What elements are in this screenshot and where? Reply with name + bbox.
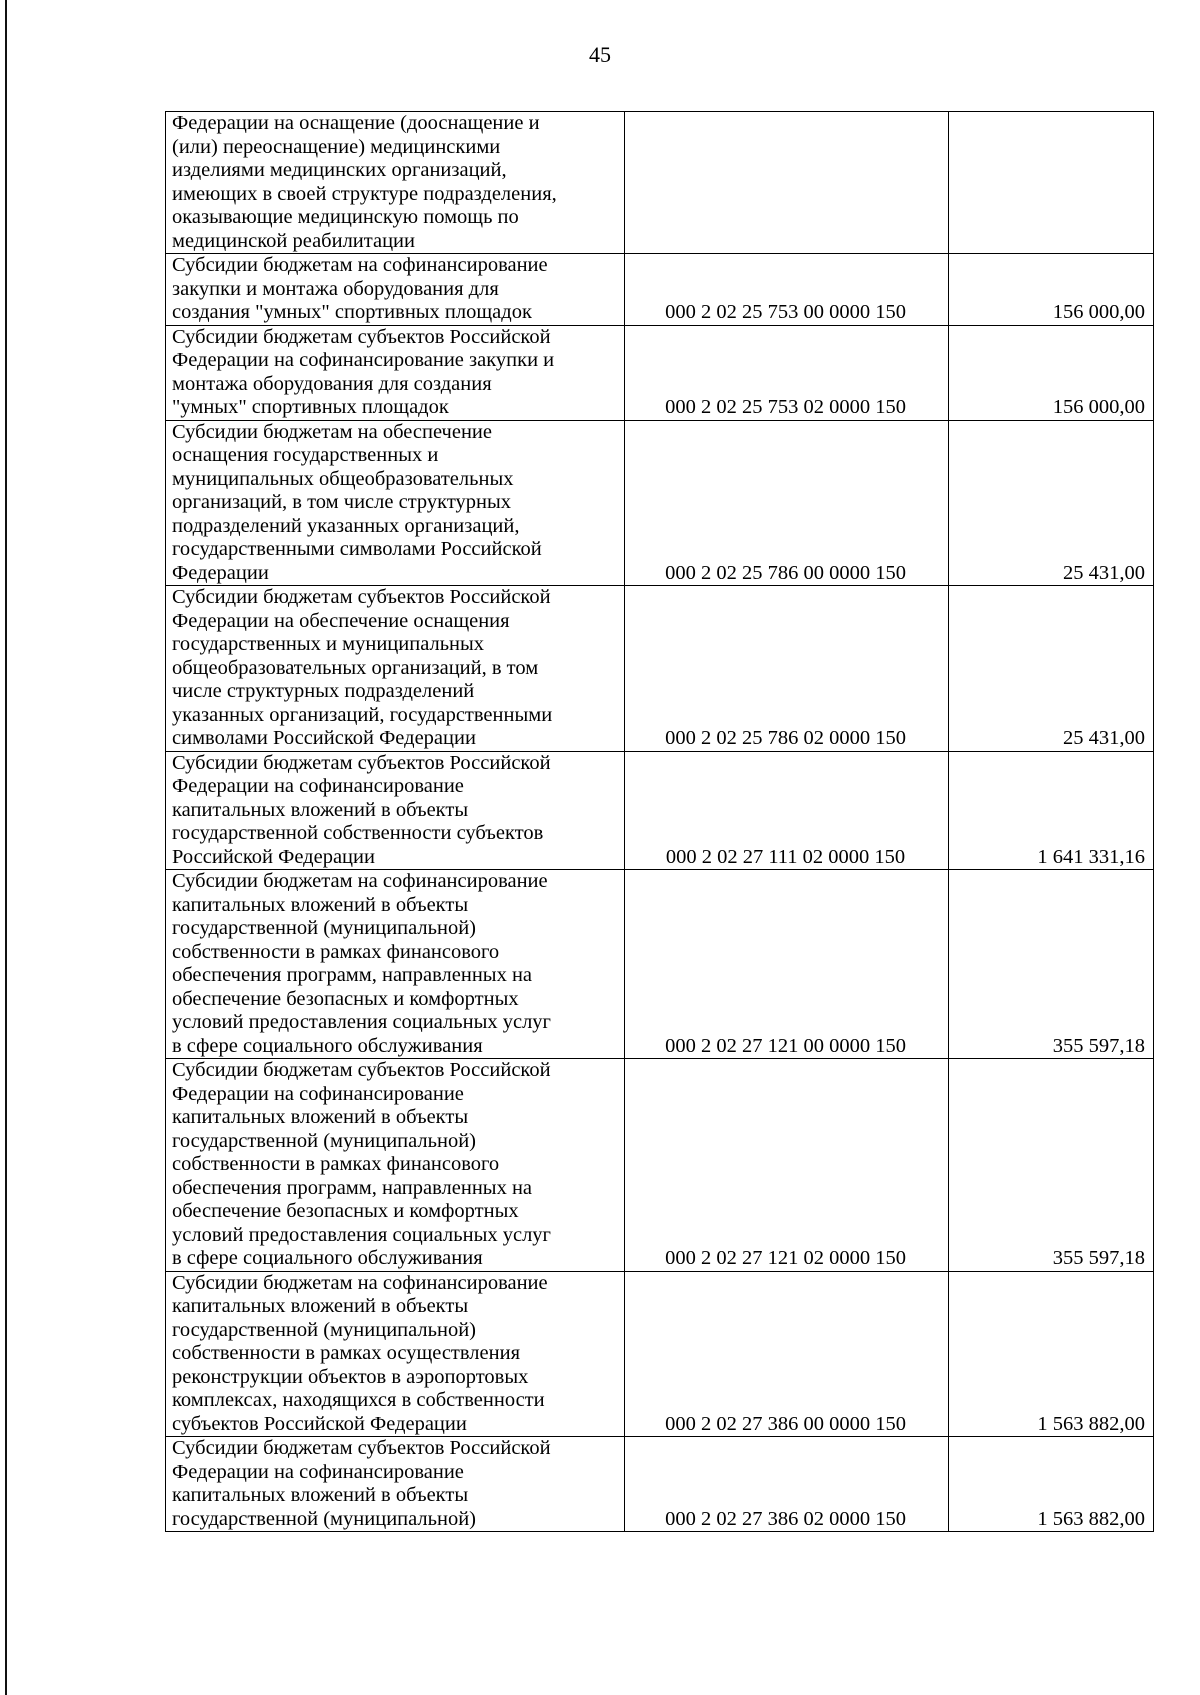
revenue-name-line: государственной собственности субъектов: [172, 822, 544, 844]
revenue-name-line: организаций, в том числе структурных: [172, 491, 512, 513]
revenue-name-line: (или) переоснащение) медицинскими: [172, 135, 501, 158]
budget-code-cell: 000 2 02 25 786 00 0000 150: [625, 420, 949, 586]
revenue-name-line: собственности в рамках осуществления: [172, 1342, 520, 1364]
amount-cell: 1 641 331,16: [949, 751, 1154, 870]
revenue-name-line: государственной (муниципальной): [172, 917, 477, 939]
revenue-name-line: оснащения государственных и: [172, 444, 439, 466]
revenue-name-cell: [166, 420, 625, 586]
revenue-name-line: монтажа оборудования для создания: [172, 372, 492, 395]
revenue-name-line: подразделений указанных организаций,: [172, 514, 520, 537]
revenue-name-line: комплексах, находящихся в собственности: [172, 1389, 545, 1411]
revenue-name-line: Федерации на софинансирование: [172, 1460, 464, 1483]
amount-cell: 1 563 882,00: [949, 1271, 1154, 1437]
budget-code-cell: 000 2 02 25 786 02 0000 150: [625, 586, 949, 752]
revenue-name-line: государственными символами Российской: [172, 538, 542, 560]
revenue-table-body: [166, 112, 1154, 1532]
revenue-name-line: числе структурных подразделений: [172, 680, 475, 702]
revenue-name-line: Российской Федерации: [172, 845, 375, 868]
revenue-name-line: обеспечение безопасных и комфортных: [172, 1200, 519, 1222]
table-row: [166, 586, 1154, 752]
revenue-name-line: капитальных вложений в объекты: [172, 1106, 469, 1128]
revenue-name-line: Субсидии бюджетам на софинансирование: [172, 254, 548, 276]
revenue-name-line: символами Российской Федерации: [172, 727, 476, 749]
revenue-name-line: медицинской реабилитации: [172, 229, 415, 252]
table-row: [166, 1437, 1154, 1532]
amount-cell: 156 000,00: [949, 325, 1154, 420]
revenue-name-cell: [166, 112, 625, 254]
revenue-name-line: обеспечения программ, направленных на: [172, 1176, 533, 1199]
revenue-name-line: Субсидии бюджетам субъектов Российской: [172, 751, 551, 774]
revenue-name-line: указанных организаций, государственными: [172, 703, 553, 726]
revenue-name-line: Федерации на обеспечение оснащения: [172, 609, 510, 632]
revenue-name-line: собственности в рамках финансового: [172, 1153, 500, 1175]
budget-code-cell: 000 2 02 25 753 02 0000 150: [625, 325, 949, 420]
revenue-name-cell: [166, 325, 625, 420]
revenue-name-line: имеющих в своей структуре подразделения,: [172, 182, 557, 205]
revenue-name-line: Субсидии бюджетам на софинансирование: [172, 870, 548, 892]
revenue-name-line: Субсидии бюджетам на обеспечение: [172, 420, 492, 443]
budget-code-cell: 000 2 02 27 386 00 0000 150: [625, 1271, 949, 1437]
revenue-name-line: государственной (муниципальной): [172, 1507, 477, 1530]
revenue-name-cell: [166, 870, 625, 1059]
revenue-name-line: реконструкции объектов в аэропортовых: [172, 1365, 529, 1388]
amount-cell: 25 431,00: [949, 586, 1154, 752]
revenue-name-line: Субсидии бюджетам субъектов Российской: [172, 1059, 551, 1081]
amount-cell: [949, 112, 1154, 254]
revenue-name-line: общеобразовательных организаций, в том: [172, 656, 539, 679]
revenue-name-line: закупки и монтажа оборудования для: [172, 277, 499, 300]
revenue-name-line: обеспечение безопасных и комфортных: [172, 987, 519, 1010]
revenue-table: [165, 111, 1154, 1532]
revenue-name-line: Субсидии бюджетам субъектов Российской: [172, 586, 551, 608]
revenue-name-line: условий предоставления социальных услуг: [172, 1011, 551, 1033]
revenue-name-line: государственной (муниципальной): [172, 1318, 477, 1341]
revenue-name-line: "умных" спортивных площадок: [172, 396, 449, 418]
revenue-name-cell: [166, 586, 625, 752]
revenue-name-line: в сфере социального обслуживания: [172, 1247, 483, 1269]
revenue-name-line: Федерации на софинансирование: [172, 1082, 464, 1105]
revenue-name-cell: [166, 254, 625, 326]
table-row: [166, 112, 1154, 254]
revenue-name-line: создания "умных" спортивных площадок: [172, 301, 532, 323]
amount-cell: 355 597,18: [949, 1059, 1154, 1272]
revenue-name-line: обеспечения программ, направленных на: [172, 964, 533, 986]
table-row: [166, 325, 1154, 420]
revenue-name-line: в сфере социального обслуживания: [172, 1034, 483, 1057]
budget-code-cell: 000 2 02 25 753 00 0000 150: [625, 254, 949, 326]
amount-cell: 156 000,00: [949, 254, 1154, 326]
revenue-name-line: Федерации на софинансирование: [172, 775, 464, 797]
budget-code-cell: 000 2 02 27 121 00 0000 150: [625, 870, 949, 1059]
revenue-name-line: капитальных вложений в объекты: [172, 893, 469, 916]
revenue-name-cell: [166, 1059, 625, 1272]
revenue-name-line: собственности в рамках финансового: [172, 940, 500, 963]
revenue-name-line: Федерации на софинансирование закупки и: [172, 349, 555, 371]
revenue-name-line: оказывающие медицинскую помощь по: [172, 206, 519, 228]
budget-code-cell: 000 2 02 27 386 02 0000 150: [625, 1437, 949, 1532]
revenue-name-cell: [166, 1437, 625, 1532]
revenue-name-line: изделиями медицинских организаций,: [172, 159, 507, 181]
budget-code-cell: 000 2 02 27 121 02 0000 150: [625, 1059, 949, 1272]
table-row: [166, 870, 1154, 1059]
revenue-name-line: капитальных вложений в объекты: [172, 798, 469, 821]
amount-cell: 355 597,18: [949, 870, 1154, 1059]
revenue-name-line: государственной (муниципальной): [172, 1129, 477, 1152]
table-row: [166, 254, 1154, 326]
amount-cell: 1 563 882,00: [949, 1437, 1154, 1532]
budget-code-cell: [625, 112, 949, 254]
amount-cell: 25 431,00: [949, 420, 1154, 586]
revenue-name-line: Субсидии бюджетам на софинансирование: [172, 1271, 548, 1294]
revenue-name-cell: [166, 751, 625, 870]
table-row: [166, 751, 1154, 870]
revenue-name-line: субъектов Российской Федерации: [172, 1412, 467, 1435]
page-number: 45: [589, 42, 611, 67]
revenue-name-line: Субсидии бюджетам субъектов Российской: [172, 325, 551, 348]
revenue-name-line: капитальных вложений в объекты: [172, 1484, 469, 1506]
revenue-name-line: Федерации на оснащение (дооснащение и: [172, 112, 540, 134]
scan-border-line: [5, 0, 7, 1695]
revenue-name-line: капитальных вложений в объекты: [172, 1295, 469, 1317]
table-row: [166, 420, 1154, 586]
revenue-name-line: условий предоставления социальных услуг: [172, 1223, 551, 1246]
revenue-name-line: муниципальных общеобразовательных: [172, 467, 514, 490]
revenue-name-cell: [166, 1271, 625, 1437]
table-row: [166, 1059, 1154, 1272]
table-row: [166, 1271, 1154, 1437]
revenue-name-line: Федерации: [172, 561, 269, 584]
revenue-name-line: Субсидии бюджетам субъектов Российской: [172, 1437, 551, 1459]
revenue-name-line: государственных и муниципальных: [172, 633, 485, 655]
budget-code-cell: 000 2 02 27 111 02 0000 150: [625, 751, 949, 870]
